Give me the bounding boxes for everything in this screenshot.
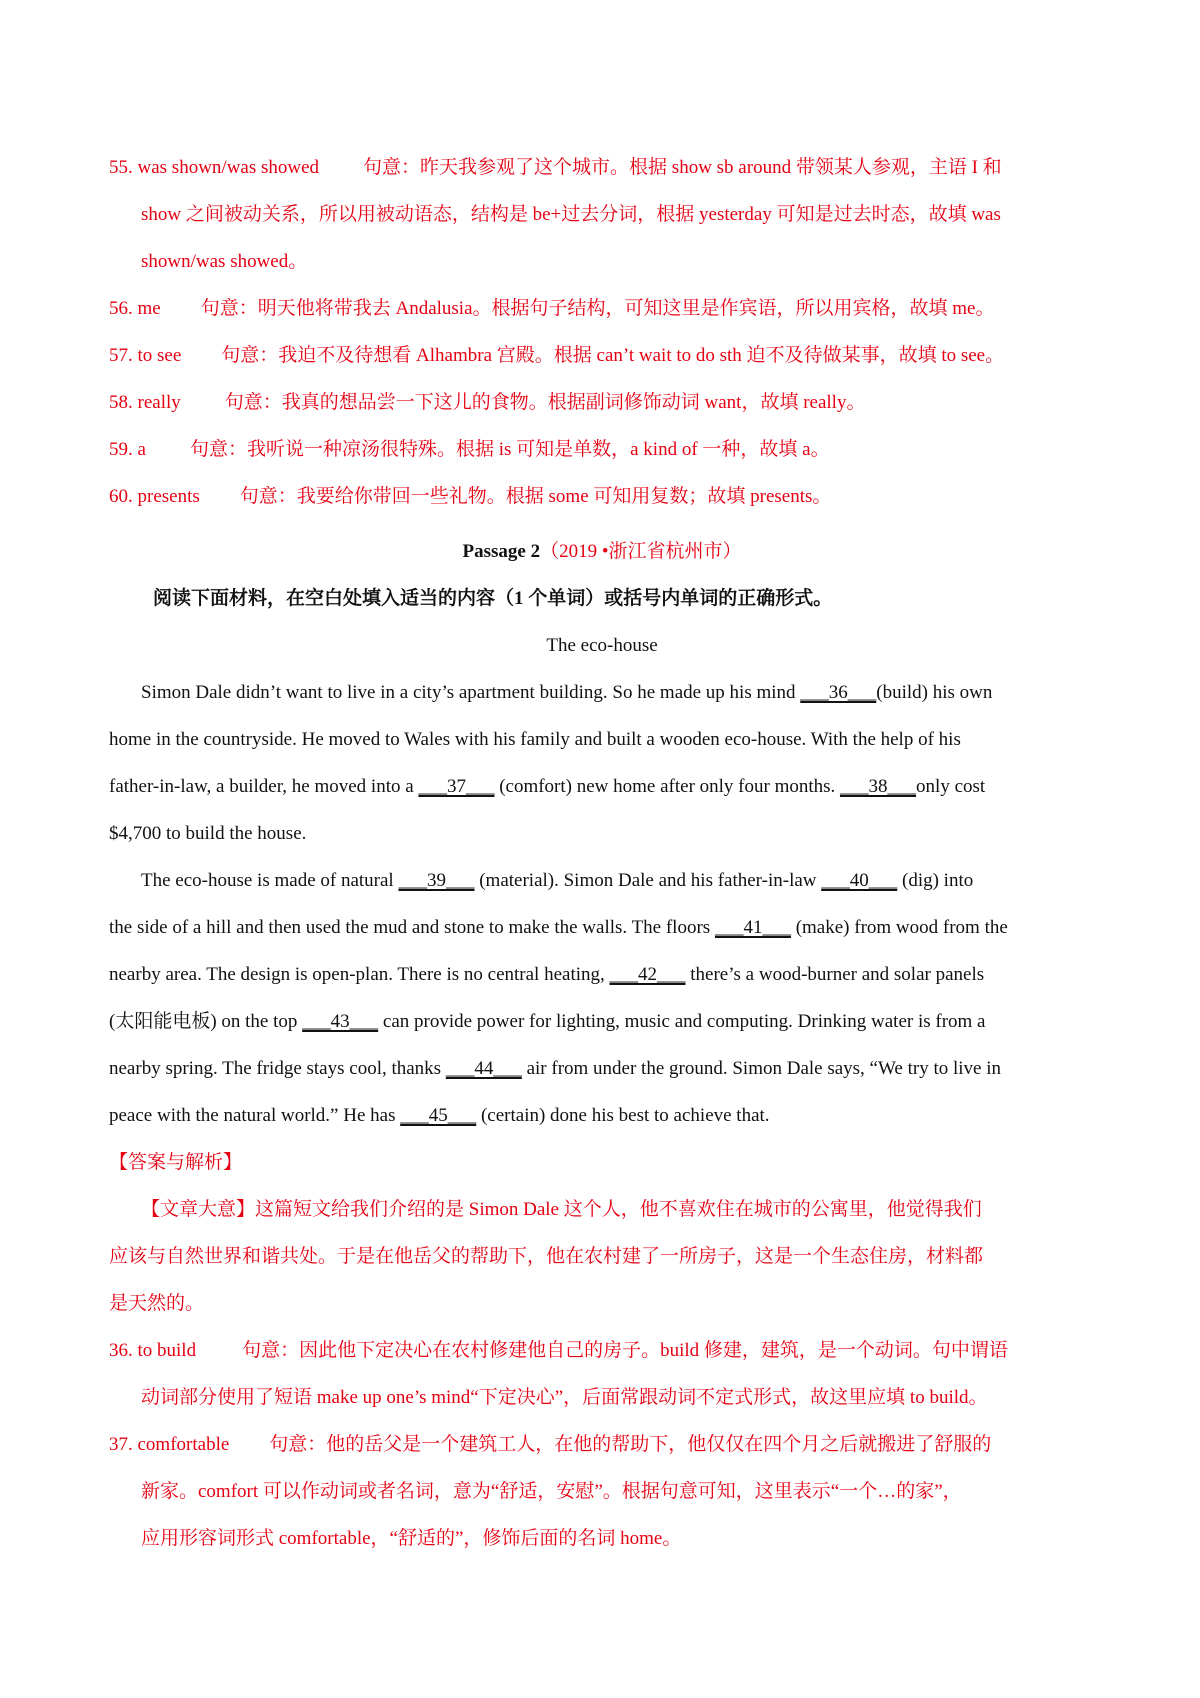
answer-explanation: 应用形容词形式 comfortable，“舒适的”，修饰后面的名词 home。: [141, 1528, 682, 1549]
blank-field: ___42___: [609, 964, 686, 985]
passage-text: (comfort) new home after only four months.: [494, 776, 841, 797]
passage-line: [109, 1092, 1095, 1139]
blank-field: ___37___: [418, 776, 495, 797]
passage-text: (make) from wood from the: [790, 917, 1008, 938]
answer-explanation: 句意：我听说一种凉汤很特殊。根据 is 可知是单数，a kind of 一种，故填 a。: [189, 439, 830, 460]
instruction: [109, 575, 1095, 622]
passage-text: can provide power for lighting, music and computing. Drinking water is from a: [378, 1011, 986, 1032]
article-summary: [109, 1186, 1095, 1327]
blank-field: ___38___: [840, 776, 917, 797]
passage-text: nearby area. The design is open-plan. There is no central heating,: [109, 964, 610, 985]
answer-explanation: 动词部分使用了短语 make up one’s mind“下定决心”，后面常跟动词不定式形式，故这里应填 to build。: [141, 1387, 988, 1408]
passage-source: （2019 •浙江省杭州市）: [540, 541, 742, 562]
answers-36-37: [109, 1327, 1095, 1562]
answer-number: 56.: [109, 298, 138, 319]
answer-word: presents: [137, 486, 200, 507]
answer-word: really: [137, 392, 181, 413]
answer-word: to see: [137, 345, 182, 366]
passage-text: peace with the natural world.” He has: [109, 1105, 401, 1126]
answer-explanation: 句意：明天他将带我去 Andalusia。根据句子结构，可知这里是作宾语，所以用宾格，故填 me。: [200, 298, 995, 319]
passage-text: father-in-law, a builder, he moved into a: [109, 776, 419, 797]
passage-text: home in the countryside. He moved to Wales with his family and built a wooden eco-house. With the help of his: [109, 729, 961, 750]
passage-paragraph-2: [109, 857, 1095, 1139]
answer-line: [109, 191, 1095, 238]
answer-explanation: 句意：我要给你带回一些礼物。根据 some 可知用复数；故填 presents。: [239, 486, 832, 507]
passage-line: [109, 810, 1095, 857]
passage-text: (certain) done his best to achieve that.: [476, 1105, 770, 1126]
answer-explanation: 句意：因此他下定决心在农村修建他自己的房子。build 修建，建筑，是一个动词。句中谓语: [242, 1340, 1008, 1361]
passage-text: nearby spring. The fridge stays cool, thanks: [109, 1058, 446, 1079]
answer-word: comfortable: [137, 1434, 230, 1455]
answer-word: a: [137, 439, 146, 460]
answer-explanation: 句意：昨天我参观了这个城市。根据 show sb around 带领某人参观，主语 I 和: [363, 157, 1002, 178]
passage-line: [109, 857, 1095, 904]
answer-line: [109, 144, 1095, 191]
answer-line: [109, 379, 1095, 426]
answer-line: [109, 1515, 1095, 1562]
answer-number: 55.: [109, 157, 138, 178]
summary-line: 是天然的。: [109, 1293, 205, 1314]
passage-line: [109, 716, 1095, 763]
passage-line: [109, 998, 1095, 1045]
instruction-text: 阅读下面材料，在空白处填入适当的内容（1 个单词）或括号内单词的正确形式。: [153, 588, 833, 609]
passage-text: only cost: [916, 776, 986, 797]
answer-line: [109, 1374, 1095, 1421]
passage-line: [109, 951, 1095, 998]
answer-word: me: [137, 298, 161, 319]
analysis-header-text: 【答案与解析】: [109, 1152, 243, 1173]
passage-line: [109, 763, 1095, 810]
passage-line: [109, 1045, 1095, 1092]
passage-text: $4,700 to build the house.: [109, 823, 307, 844]
blank-field: ___41___: [714, 917, 791, 938]
answers-55-60: [109, 144, 1095, 520]
passage-heading: [109, 528, 1095, 575]
passage-text: the side of a hill and then used the mud and stone to make the walls. The floors: [109, 917, 715, 938]
answer-number: 57.: [109, 345, 138, 366]
passage-text: (太阳能电板) on the top: [109, 1011, 303, 1032]
passage-text: (build) his own: [876, 682, 993, 703]
summary-line: 应该与自然世界和谐共处。于是在他岳父的帮助下，他在农村建了一所房子，这是一个生态住房，材料都: [109, 1246, 984, 1267]
answer-line: [109, 426, 1095, 473]
passage-text: air from under the ground. Simon Dale says, “We try to live in: [521, 1058, 1001, 1079]
blank-field: ___39___: [398, 870, 475, 891]
answer-explanation: 句意：他的岳父是一个建筑工人，在他的帮助下，他仅仅在四个月之后就搬进了舒服的: [269, 1434, 992, 1455]
answer-explanation: 句意：我迫不及待想看 Alhambra 宫殿。根据 can’t wait to do sth 迫不及待做某事，故填 to see。: [221, 345, 1005, 366]
passage-label: Passage 2: [462, 541, 541, 562]
passage-line: [109, 669, 1095, 716]
passage-text: (dig) into: [897, 870, 974, 891]
answer-number: 58.: [109, 392, 138, 413]
answer-line: [109, 238, 1095, 285]
analysis-header: [109, 1139, 1095, 1186]
answer-line: [109, 1327, 1095, 1374]
passage-text: there’s a wood-burner and solar panels: [685, 964, 985, 985]
summary-line: 【文章大意】这篇短文给我们介绍的是 Simon Dale 这个人，他不喜欢住在城市的公寓里，他觉得我们: [141, 1199, 982, 1220]
answer-word: to build: [137, 1340, 197, 1361]
blank-field: ___43___: [302, 1011, 379, 1032]
answer-line: [109, 1468, 1095, 1515]
answer-line: [109, 332, 1095, 379]
passage-line: [109, 904, 1095, 951]
answer-line: [109, 473, 1095, 520]
answer-number: 59.: [109, 439, 138, 460]
answer-line: [109, 1421, 1095, 1468]
blank-field: ___40___: [821, 870, 898, 891]
blank-field: ___44___: [445, 1058, 522, 1079]
passage-title: [109, 622, 1095, 669]
answer-explanation: 新家。comfort 可以作动词或者名词，意为“舒适，安慰”。根据句意可知，这里表示“一个…的家”，: [141, 1481, 962, 1502]
answer-explanation: shown/was showed。: [141, 251, 308, 272]
passage-text: (material). Simon Dale and his father-in-law: [474, 870, 822, 891]
answer-number: 60.: [109, 486, 138, 507]
blank-field: ___45___: [400, 1105, 477, 1126]
passage-title-text: The eco-house: [546, 635, 658, 656]
passage-paragraph-1: [109, 669, 1095, 857]
answer-line: [109, 285, 1095, 332]
answer-number: 37.: [109, 1434, 138, 1455]
passage-text: The eco-house is made of natural: [141, 870, 399, 891]
blank-field: ___36___: [800, 682, 877, 703]
answer-explanation: 句意：我真的想品尝一下这儿的食物。根据副词修饰动词 want，故填 really。: [224, 392, 866, 413]
passage-text: Simon Dale didn’t want to live in a city’s apartment building. So he made up his mind: [141, 682, 801, 703]
answer-number: 36.: [109, 1340, 138, 1361]
answer-word: was shown/was showed: [137, 157, 320, 178]
answer-explanation: show 之间被动关系，所以用被动语态，结构是 be+过去分词，根据 yesterday 可知是过去时态，故填 was: [141, 204, 1001, 225]
